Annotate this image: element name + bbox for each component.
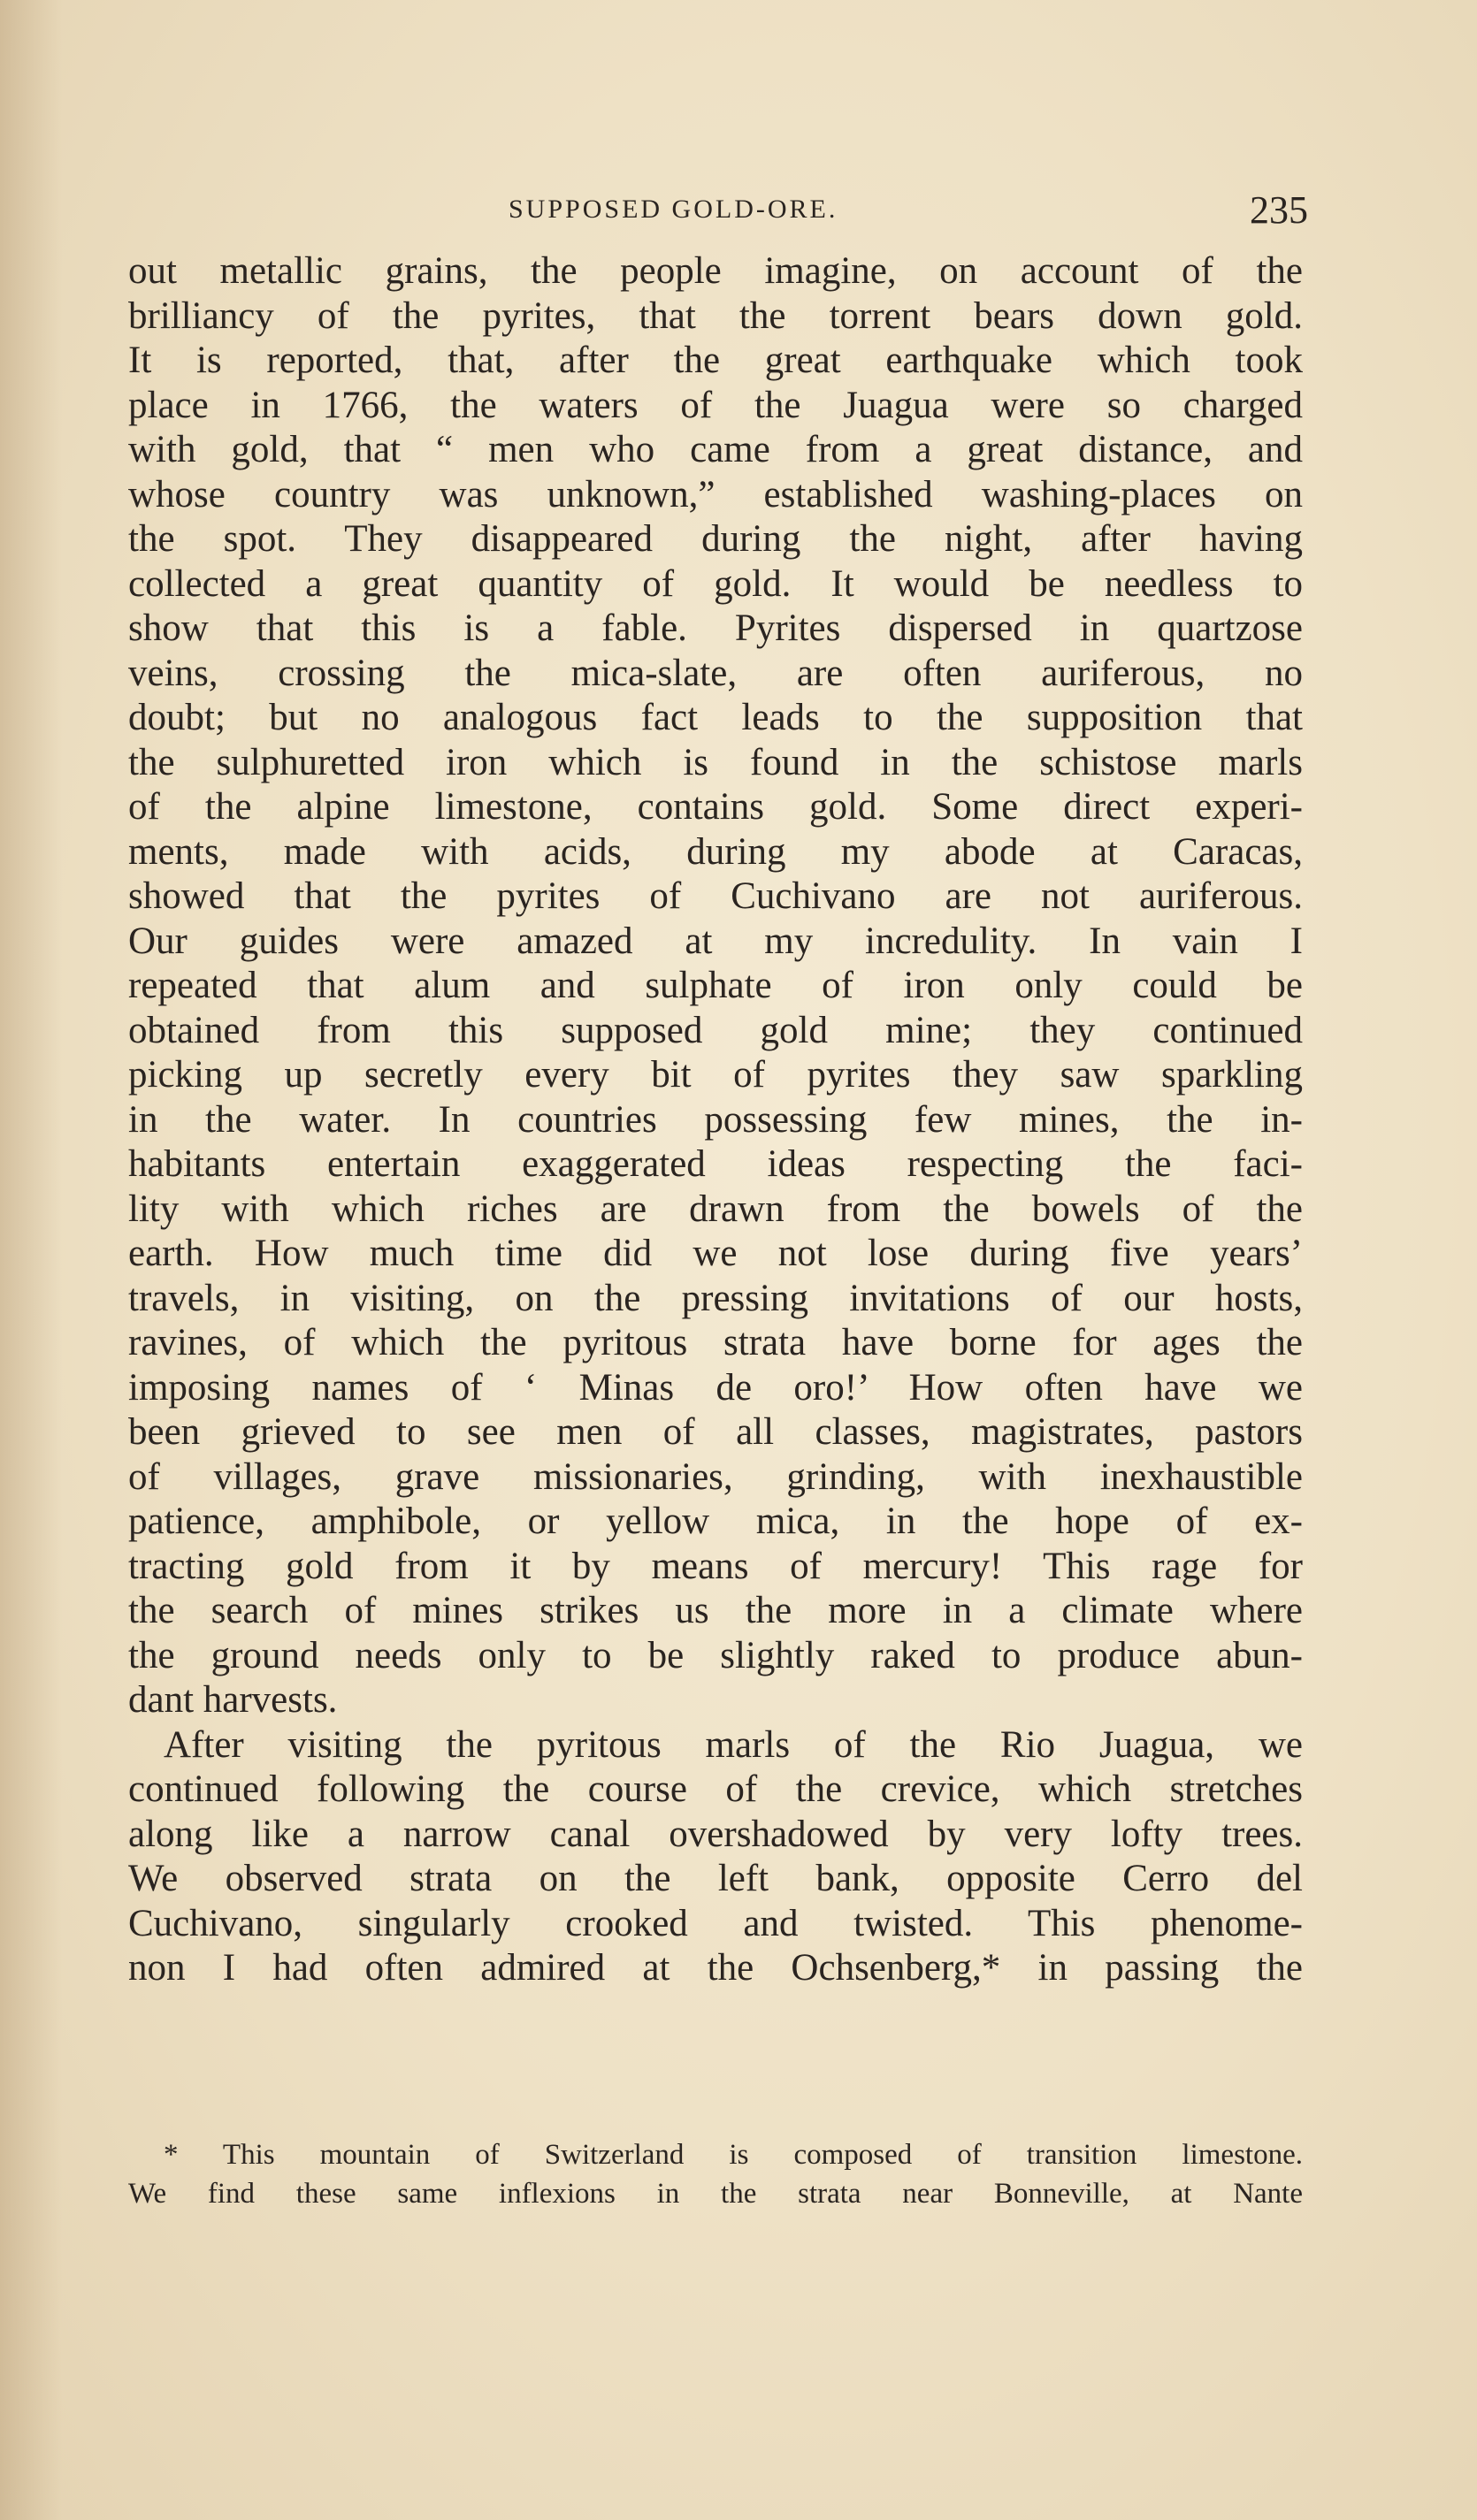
running-title: SUPPOSED GOLD-ORE. <box>509 195 838 224</box>
text-line: showed that the pyrites of Cuchivano are not auriferous. <box>128 875 1303 917</box>
text-line: non I had often admired at the Ochsenberg,* in passing the <box>128 1947 1303 1989</box>
text-line: collected a great quantity of gold. It would be needless to <box>128 562 1303 605</box>
text-line: the ground needs only to be slightly raked to produce abun- <box>128 1634 1303 1676</box>
text-line: travels, in visiting, on the pressing invitations of our hosts, <box>128 1277 1303 1319</box>
text-line: place in 1766, the waters of the Juagua were so charged <box>128 384 1303 426</box>
text-line: obtained from this supposed gold mine; they continued <box>128 1009 1303 1051</box>
paragraph-end-line: dant harvests. <box>128 1679 338 1721</box>
text-line: with gold, that “ men who came from a great distance, and <box>128 429 1303 470</box>
text-line: picking up secretly every bit of pyrites they saw sparkling <box>128 1054 1303 1096</box>
text-line: Our guides were amazed at my incredulity. In vain I <box>128 920 1303 962</box>
text-line: been grieved to see men of all classes, magistrates, pastors <box>128 1411 1303 1453</box>
text-line: It is reported, that, after the great earthquake which took <box>128 340 1303 381</box>
text-line: along like a narrow canal overshadowed by very lofty trees. <box>128 1813 1303 1855</box>
footnote-line: We find these same inflexions in the strata near Bonneville, at Nante <box>128 2178 1303 2210</box>
text-line: of villages, grave missionaries, grinding, with inexhaustible <box>128 1455 1303 1498</box>
text-line: imposing names of ‘ Minas de oro!’ How often have we <box>128 1366 1303 1409</box>
text-line: doubt; but no analogous fact leads to the supposition that <box>128 697 1303 738</box>
text-line: brilliancy of the pyrites, that the torrent bears down gold. <box>128 294 1303 337</box>
text-line: Cuchivano, singularly crooked and twisted. This phenome- <box>128 1902 1303 1944</box>
running-head <box>0 187 1477 241</box>
text-line: tracting gold from it by means of mercury! This rage for <box>128 1545 1303 1587</box>
footnote-line: * This mountain of Switzerland is composed of transition limestone. <box>164 2139 1303 2171</box>
paragraph-start-line: After visiting the pyritous marls of the Rio Juagua, we <box>164 1723 1303 1766</box>
text-line: We observed strata on the left bank, opposite Cerro del <box>128 1858 1303 1899</box>
text-line: habitants entertain exaggerated ideas respecting the faci- <box>128 1143 1303 1185</box>
text-line: show that this is a fable. Pyrites dispersed in quartzose <box>128 607 1303 649</box>
text-line: patience, amphibole, or yellow mica, in the hope of ex- <box>128 1501 1303 1542</box>
text-line: ments, made with acids, during my abode at Caracas, <box>128 830 1303 873</box>
text-line: veins, crossing the mica-slate, are often auriferous, no <box>128 652 1303 694</box>
text-line: ravines, of which the pyritous strata have borne for ages the <box>128 1322 1303 1363</box>
body-text <box>128 249 1303 1991</box>
footnote <box>128 2135 1303 2213</box>
text-line: lity with which riches are drawn from the bowels of the <box>128 1187 1303 1230</box>
text-line: earth. How much time did we not lose during five years’ <box>128 1233 1303 1274</box>
page-gutter-shadow <box>0 0 62 2520</box>
text-line: the search of mines strikes us the more in a climate where <box>128 1590 1303 1631</box>
text-line: repeated that alum and sulphate of iron only could be <box>128 965 1303 1006</box>
text-line: continued following the course of the crevice, which stretches <box>128 1768 1303 1810</box>
text-line: in the water. In countries possessing few mines, the in- <box>128 1098 1303 1141</box>
text-line: the sulphuretted iron which is found in the schistose marls <box>128 741 1303 783</box>
text-line: out metallic grains, the people imagine, on account of the <box>128 250 1303 292</box>
text-line: the spot. They disappeared during the night, after having <box>128 518 1303 560</box>
text-line: of the alpine limestone, contains gold. Some direct experi- <box>128 786 1303 828</box>
text-line: whose country was unknown,” established washing-places on <box>128 473 1303 515</box>
page-number: 235 <box>1250 188 1308 232</box>
